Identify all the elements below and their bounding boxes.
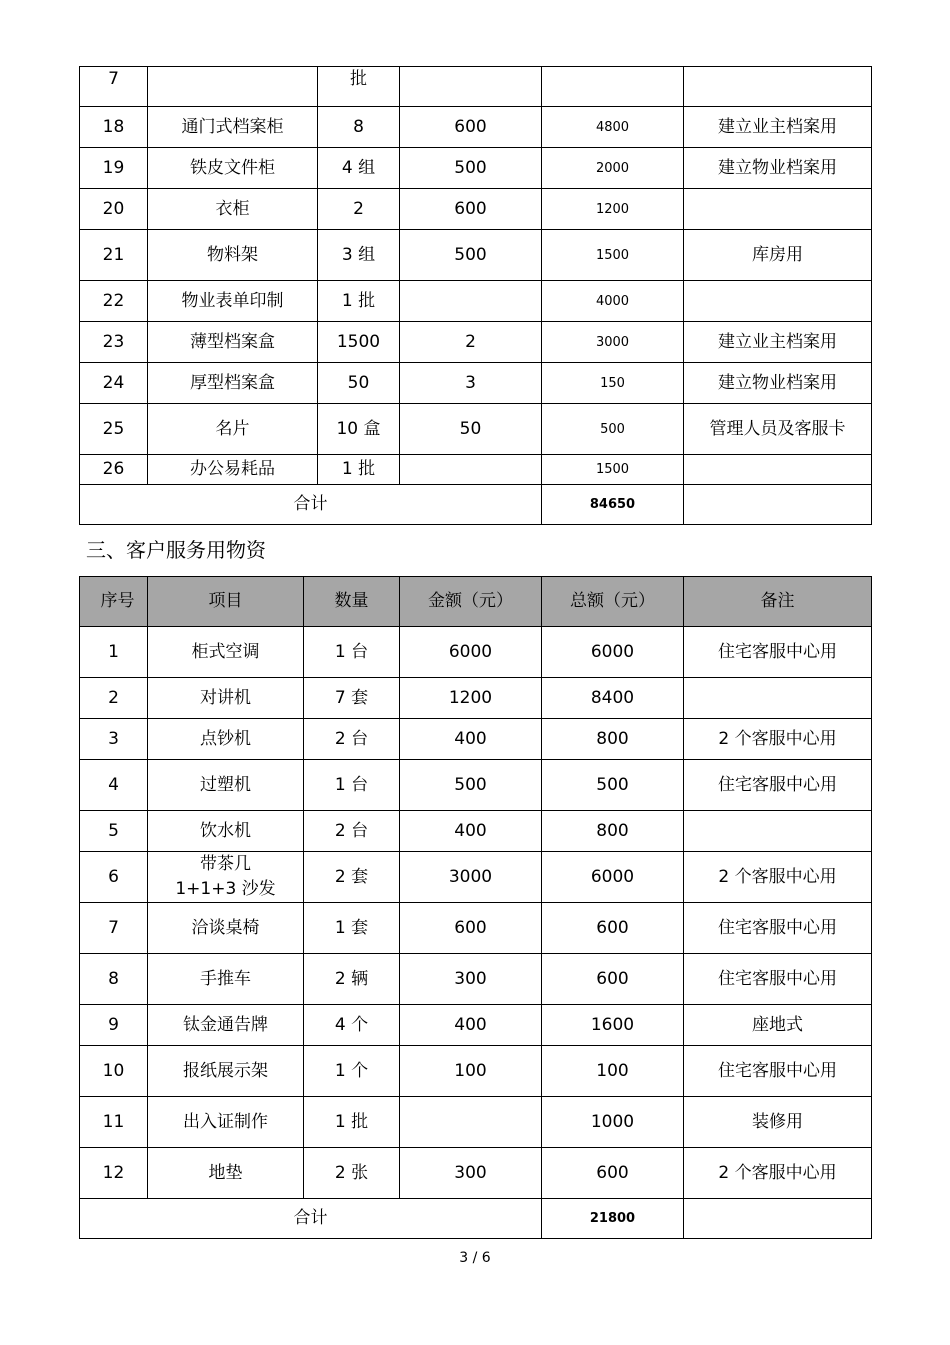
row-number: 12: [80, 1148, 148, 1199]
quantity: 1 台: [304, 760, 400, 811]
total-amount: 800: [542, 719, 684, 760]
header-total: 总额（元）: [542, 577, 684, 627]
total-amount: 1600: [542, 1005, 684, 1046]
quantity: 7 套: [304, 678, 400, 719]
note: [684, 281, 872, 322]
row-number: 11: [80, 1097, 148, 1148]
row-number: 21: [80, 230, 148, 281]
item-name: 办公易耗品: [148, 455, 318, 485]
table-row: [80, 1005, 872, 1046]
table-row: [80, 760, 872, 811]
unit-price: 500: [400, 760, 542, 811]
table-row: [80, 322, 872, 363]
row-number: 2: [80, 678, 148, 719]
row-number: 6: [80, 852, 148, 903]
quantity: 8: [318, 107, 400, 148]
note: 座地式: [684, 1005, 872, 1046]
quantity: 50: [318, 363, 400, 404]
total-amount: 4000: [542, 281, 684, 322]
table-row: [80, 455, 872, 485]
table-row: [80, 627, 872, 678]
row-number: 26: [80, 455, 148, 485]
row-number: 3: [80, 719, 148, 760]
page-number: 3 / 6: [459, 1250, 491, 1266]
sum-label: 合计: [80, 485, 542, 525]
table-row: [80, 852, 872, 903]
note: [684, 678, 872, 719]
note: 建立业主档案用: [684, 107, 872, 148]
row-number: 7: [80, 67, 148, 107]
total-amount: 500: [542, 760, 684, 811]
total-amount: 1500: [542, 455, 684, 485]
row-number: 24: [80, 363, 148, 404]
table-row: [80, 107, 872, 148]
total-amount: 1200: [542, 189, 684, 230]
table-row: [80, 148, 872, 189]
total-amount: 500: [542, 404, 684, 455]
item-name: 地垫: [148, 1148, 304, 1199]
note: 建立物业档案用: [684, 363, 872, 404]
sum-total: 21800: [542, 1199, 684, 1239]
item-name: 点钞机: [148, 719, 304, 760]
note: 2 个客服中心用: [684, 852, 872, 903]
customer-service-table: [79, 576, 872, 1239]
total-amount: 600: [542, 1148, 684, 1199]
row-number: 4: [80, 760, 148, 811]
item-name: 洽谈桌椅: [148, 903, 304, 954]
quantity: 2 台: [304, 719, 400, 760]
unit-price: 6000: [400, 627, 542, 678]
note: [684, 189, 872, 230]
table-row: [80, 67, 872, 107]
item-name: 对讲机: [148, 678, 304, 719]
unit-price: [400, 281, 542, 322]
unit-price: 1200: [400, 678, 542, 719]
quantity: 1 套: [304, 903, 400, 954]
table-row: [80, 811, 872, 852]
office-supplies-table: [79, 66, 872, 525]
header-note: 备注: [684, 577, 872, 627]
item-name: 物料架: [148, 230, 318, 281]
row-number: 1: [80, 627, 148, 678]
note: 2 个客服中心用: [684, 719, 872, 760]
table-row: [80, 189, 872, 230]
row-number: 8: [80, 954, 148, 1005]
row-number: 5: [80, 811, 148, 852]
unit-price: 400: [400, 719, 542, 760]
quantity: 1 批: [304, 1097, 400, 1148]
table-row: [80, 1148, 872, 1199]
table-header-row: [80, 577, 872, 627]
note: 住宅客服中心用: [684, 903, 872, 954]
sum-note: [684, 485, 872, 525]
total-amount: 800: [542, 811, 684, 852]
sum-row: [80, 485, 872, 525]
item-name: 物业表单印制: [148, 281, 318, 322]
unit-price: 3: [400, 363, 542, 404]
row-number: 7: [80, 903, 148, 954]
quantity: 4 个: [304, 1005, 400, 1046]
sum-row: [80, 1199, 872, 1239]
quantity: 2: [318, 189, 400, 230]
quantity: 1 个: [304, 1046, 400, 1097]
total-amount: 100: [542, 1046, 684, 1097]
table-row: [80, 903, 872, 954]
item-name: 厚型档案盒: [148, 363, 318, 404]
unit-price: 50: [400, 404, 542, 455]
header-item: 项目: [148, 577, 304, 627]
table-row: [80, 1097, 872, 1148]
table-row: [80, 404, 872, 455]
quantity: 2 张: [304, 1148, 400, 1199]
item-name: 薄型档案盒: [148, 322, 318, 363]
quantity: 3 组: [318, 230, 400, 281]
total-amount: 6000: [542, 852, 684, 903]
note: 管理人员及客服卡: [684, 404, 872, 455]
unit-price: [400, 455, 542, 485]
unit-price: 300: [400, 1148, 542, 1199]
row-number: 20: [80, 189, 148, 230]
note: 装修用: [684, 1097, 872, 1148]
note: 住宅客服中心用: [684, 760, 872, 811]
table-row: [80, 230, 872, 281]
unit-price: 500: [400, 230, 542, 281]
quantity: 2 辆: [304, 954, 400, 1005]
total-amount: 8400: [542, 678, 684, 719]
unit-price: 500: [400, 148, 542, 189]
item-name: 通门式档案柜: [148, 107, 318, 148]
table-row: [80, 1046, 872, 1097]
table-row: [80, 281, 872, 322]
unit-price: [400, 1097, 542, 1148]
quantity: 1 台: [304, 627, 400, 678]
row-number: 10: [80, 1046, 148, 1097]
row-number: 9: [80, 1005, 148, 1046]
sum-note: [684, 1199, 872, 1239]
item-name: [148, 67, 318, 107]
total-amount: 150: [542, 363, 684, 404]
item-name: 出入证制作: [148, 1097, 304, 1148]
quantity: 2 套: [304, 852, 400, 903]
unit-price: 3000: [400, 852, 542, 903]
header-qty: 数量: [304, 577, 400, 627]
note: 住宅客服中心用: [684, 954, 872, 1005]
total-amount: 600: [542, 954, 684, 1005]
unit-price: 600: [400, 189, 542, 230]
note: [684, 67, 872, 107]
unit-price: 600: [400, 903, 542, 954]
note: 建立物业档案用: [684, 148, 872, 189]
quantity: 1500: [318, 322, 400, 363]
header-no: 序号: [80, 577, 148, 627]
quantity: 1 批: [318, 455, 400, 485]
table-row: [80, 363, 872, 404]
total-amount: 4800: [542, 107, 684, 148]
section-title: 三、客户服务用物资: [86, 538, 266, 562]
unit-price: 400: [400, 811, 542, 852]
total-amount: 600: [542, 903, 684, 954]
sum-total: 84650: [542, 485, 684, 525]
table-row: [80, 719, 872, 760]
item-name: 带茶几 1+1+3 沙发: [148, 852, 304, 903]
unit-price: 300: [400, 954, 542, 1005]
item-name: 过塑机: [148, 760, 304, 811]
total-amount: 6000: [542, 627, 684, 678]
row-number: 19: [80, 148, 148, 189]
item-name: 报纸展示架: [148, 1046, 304, 1097]
sum-label: 合计: [80, 1199, 542, 1239]
item-name: 衣柜: [148, 189, 318, 230]
note: 建立业主档案用: [684, 322, 872, 363]
table-row: [80, 678, 872, 719]
item-name: 手推车: [148, 954, 304, 1005]
quantity: 批: [318, 67, 400, 107]
note: 2 个客服中心用: [684, 1148, 872, 1199]
row-number: 23: [80, 322, 148, 363]
row-number: 18: [80, 107, 148, 148]
item-name: 饮水机: [148, 811, 304, 852]
unit-price: 600: [400, 107, 542, 148]
item-name: 柜式空调: [148, 627, 304, 678]
unit-price: [400, 67, 542, 107]
row-number: 22: [80, 281, 148, 322]
total-amount: 2000: [542, 148, 684, 189]
note: 库房用: [684, 230, 872, 281]
item-name: 名片: [148, 404, 318, 455]
total-amount: 3000: [542, 322, 684, 363]
item-name: 钛金通告牌: [148, 1005, 304, 1046]
item-name: 铁皮文件柜: [148, 148, 318, 189]
table-row: [80, 954, 872, 1005]
row-number: 25: [80, 404, 148, 455]
header-price: 金额（元）: [400, 577, 542, 627]
unit-price: 2: [400, 322, 542, 363]
quantity: 2 台: [304, 811, 400, 852]
unit-price: 400: [400, 1005, 542, 1046]
total-amount: 1000: [542, 1097, 684, 1148]
note: 住宅客服中心用: [684, 1046, 872, 1097]
note: 住宅客服中心用: [684, 627, 872, 678]
quantity: 4 组: [318, 148, 400, 189]
unit-price: 100: [400, 1046, 542, 1097]
total-amount: 1500: [542, 230, 684, 281]
quantity: 10 盒: [318, 404, 400, 455]
quantity: 1 批: [318, 281, 400, 322]
total-amount: [542, 67, 684, 107]
note: [684, 455, 872, 485]
note: [684, 811, 872, 852]
